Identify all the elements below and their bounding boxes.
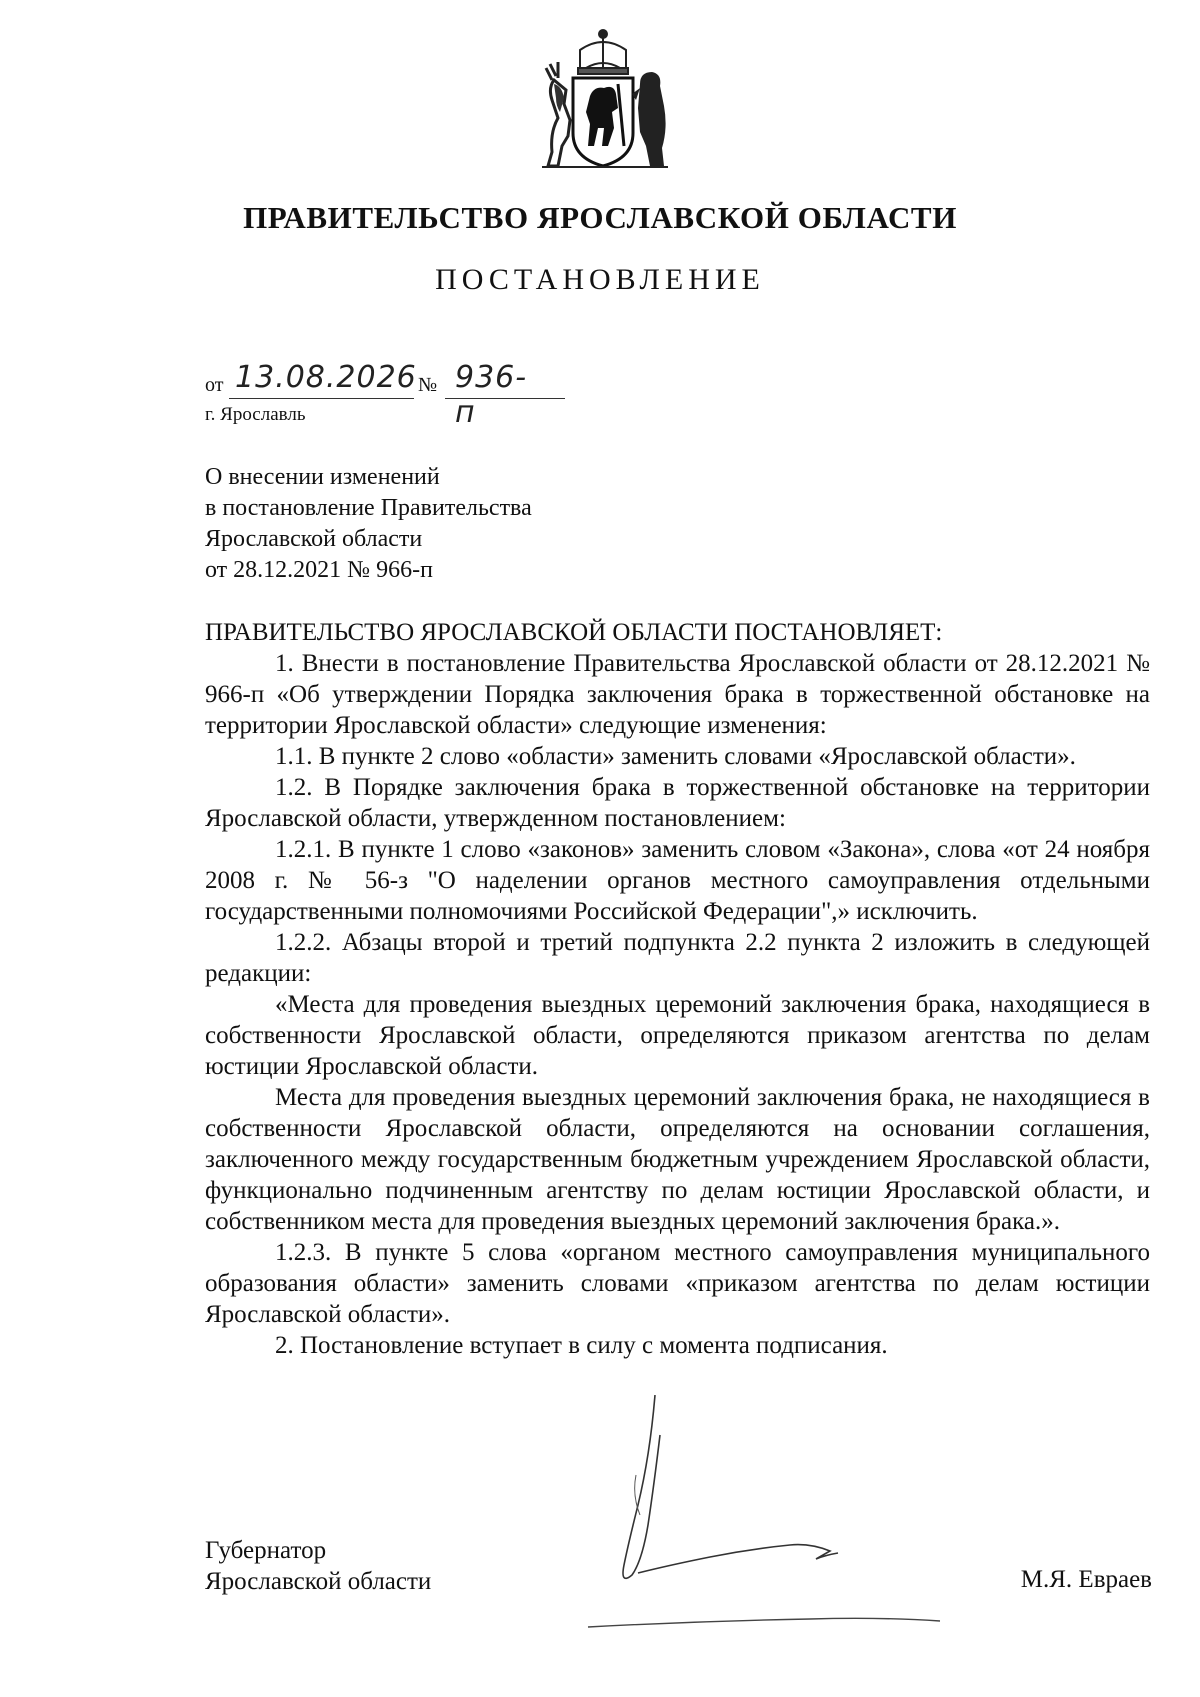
preamble: ПРАВИТЕЛЬСТВО ЯРОСЛАВСКОЙ ОБЛАСТИ ПОСТАНОВЛЯЕТ: — [205, 619, 943, 646]
paragraph: 1.2.2. Абзацы второй и третий подпункта 2.2 пункта 2 изложить в следующей редакции: — [205, 929, 1150, 987]
subject-line: Ярославской области — [205, 526, 423, 552]
paragraph: 1.2.3. В пункте 5 слова «органом местного самоуправления муниципального образования области» заменить словами «приказом агентства по делам юстиции Ярославской области». — [205, 1239, 1150, 1328]
paragraph: 1.2. В Порядке заключения брака в торжественной обстановке на территории Ярославской области, утвержденном постановлением: — [205, 774, 1150, 832]
date-prefix: от — [205, 374, 224, 396]
subject-line: в постановление Правительства — [205, 495, 532, 521]
handwritten-number: 936-п — [455, 360, 528, 430]
document-body — [205, 617, 1150, 1361]
paragraph: Места для проведения выездных церемоний заключения брака, не находящиеся в собственности Ярославской области, определяются на основании соглашения, заключенного между государственным бюджетным учреждением Ярославской области, функционально подчиненным агентству по делам юстиции Ярославской области, и собственником места для проведения выездных церемоний заключения брака.». — [205, 1084, 1150, 1235]
date-underline — [229, 398, 414, 399]
paragraph: 1. Внести в постановление Правительства Ярославской области от 28.12.2021 № 966-п «Об утверждении Порядка заключения брака в торжественной обстановке на территории Ярославской области» следующие изменения: — [205, 650, 1150, 739]
handwritten-signature — [580, 1395, 1020, 1640]
paragraph: 2. Постановление вступает в силу с момента подписания. — [275, 1332, 888, 1359]
subject-line: О внесении изменений — [205, 464, 440, 490]
paragraph: «Места для проведения выездных церемоний заключения брака, находящиеся в собственности Ярославской области, определяются приказом агентства по делам юстиции Ярославской области. — [205, 991, 1150, 1080]
city: г. Ярославль — [205, 404, 306, 425]
paragraph: 1.1. В пункте 2 слово «области» заменить словами «Ярославской области». — [275, 743, 1076, 770]
number-sign: № — [418, 374, 438, 396]
document-subject — [205, 462, 532, 586]
handwritten-date: 13.08.2026 — [235, 360, 417, 395]
signatory-title — [205, 1535, 431, 1597]
document-type: ПОСТАНОВЛЕНИЕ — [435, 263, 765, 296]
paragraph: 1.2.1. В пункте 1 слово «законов» заменить словом «Закона», слова «от 24 ноября 2008 г. № 56-з "О наделении органов местного самоуправления отдельными государственными полномочиями Российской Федерации",» исключить. — [205, 836, 1150, 925]
signatory-name: М.Я. Евраев — [1020, 1566, 1152, 1593]
coat-of-arms-emblem — [528, 28, 678, 173]
subject-line: от 28.12.2021 № 966-п — [205, 557, 433, 583]
organization-title: ПРАВИТЕЛЬСТВО ЯРОСЛАВСКОЙ ОБЛАСТИ — [243, 200, 957, 235]
signatory-title-line: Губернатор — [205, 1537, 327, 1564]
signatory-title-line: Ярославской области — [205, 1568, 432, 1595]
